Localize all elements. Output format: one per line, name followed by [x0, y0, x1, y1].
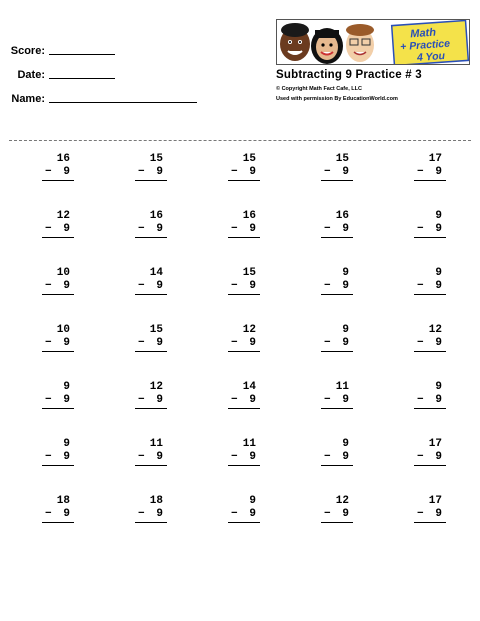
subtrahend: 9 [249, 223, 256, 235]
answer-line[interactable] [228, 180, 260, 181]
subtrahend: 9 [156, 394, 163, 406]
subtrahend: 9 [435, 337, 442, 349]
subtrahend: 9 [435, 166, 442, 178]
subtraction-problem [410, 495, 450, 535]
subtraction-problem [131, 381, 171, 421]
subtrahend: 9 [63, 223, 70, 235]
subtrahend: 9 [156, 508, 163, 520]
subtrahend: 9 [156, 280, 163, 292]
minus-sign: − [324, 508, 331, 520]
answer-line[interactable] [414, 408, 446, 409]
minuend: 16 [242, 210, 256, 222]
answer-line[interactable] [228, 522, 260, 523]
subtrahend: 9 [342, 337, 349, 349]
minus-sign: − [231, 280, 238, 292]
minus-sign: − [231, 394, 238, 406]
minuend: 12 [335, 495, 349, 507]
minuend: 17 [428, 438, 442, 450]
name-label: Name: [11, 93, 45, 105]
subtraction-problem [317, 495, 357, 535]
minus-sign: − [45, 508, 52, 520]
subtrahend: 9 [63, 508, 70, 520]
subtraction-problem [38, 438, 78, 478]
answer-line[interactable] [135, 180, 167, 181]
subtrahend: 9 [63, 451, 70, 463]
minus-sign: − [231, 451, 238, 463]
subtraction-problem [131, 153, 171, 193]
minuend: 16 [149, 210, 163, 222]
answer-line[interactable] [135, 465, 167, 466]
answer-line[interactable] [321, 465, 353, 466]
minus-sign: − [138, 451, 145, 463]
answer-line[interactable] [321, 522, 353, 523]
answer-line[interactable] [228, 408, 260, 409]
answer-line[interactable] [42, 351, 74, 352]
subtrahend: 9 [435, 280, 442, 292]
minus-sign: − [417, 337, 424, 349]
answer-line[interactable] [321, 180, 353, 181]
minuend: 16 [56, 153, 70, 165]
minus-sign: − [45, 337, 52, 349]
answer-line[interactable] [228, 294, 260, 295]
permission-text: Used with permission By EducationWorld.com [276, 96, 398, 102]
subtrahend: 9 [249, 394, 256, 406]
minus-sign: − [231, 337, 238, 349]
subtraction-problem [410, 153, 450, 193]
subtraction-problem [317, 438, 357, 478]
answer-line[interactable] [321, 351, 353, 352]
minus-sign: − [45, 280, 52, 292]
date-label: Date: [17, 69, 45, 81]
subtraction-problem [38, 267, 78, 307]
subtraction-problem [38, 381, 78, 421]
answer-line[interactable] [321, 294, 353, 295]
subtrahend: 9 [156, 337, 163, 349]
minuend: 9 [342, 438, 349, 450]
minuend: 9 [435, 267, 442, 279]
subtrahend: 9 [435, 451, 442, 463]
minuend: 18 [149, 495, 163, 507]
answer-line[interactable] [135, 237, 167, 238]
minus-sign: − [138, 337, 145, 349]
subtrahend: 9 [63, 166, 70, 178]
answer-line[interactable] [414, 237, 446, 238]
minus-sign: − [417, 451, 424, 463]
minuend: 12 [242, 324, 256, 336]
subtrahend: 9 [342, 280, 349, 292]
minus-sign: − [45, 451, 52, 463]
minus-sign: − [138, 394, 145, 406]
logo-text-practice: + Practice [399, 37, 451, 54]
subtraction-problem [131, 324, 171, 364]
minuend: 10 [56, 324, 70, 336]
minus-sign: − [417, 508, 424, 520]
subtraction-problem [317, 267, 357, 307]
minus-sign: − [138, 166, 145, 178]
answer-line[interactable] [228, 351, 260, 352]
minus-sign: − [324, 451, 331, 463]
minus-sign: − [324, 223, 331, 235]
answer-line[interactable] [135, 294, 167, 295]
minuend: 12 [428, 324, 442, 336]
subtrahend: 9 [342, 451, 349, 463]
minus-sign: − [138, 223, 145, 235]
minuend: 9 [342, 324, 349, 336]
subtraction-problem [410, 438, 450, 478]
logo-text-math: Math [409, 26, 437, 41]
minus-sign: − [417, 394, 424, 406]
answer-line[interactable] [414, 180, 446, 181]
subtraction-problem [131, 210, 171, 250]
minus-sign: − [417, 166, 424, 178]
subtraction-problem [224, 267, 264, 307]
minus-sign: − [45, 223, 52, 235]
minuend: 9 [63, 381, 70, 393]
subtrahend: 9 [63, 280, 70, 292]
score-label: Score: [10, 45, 45, 57]
minuend: 16 [335, 210, 349, 222]
subtrahend: 9 [249, 508, 256, 520]
subtraction-problem [131, 438, 171, 478]
answer-line[interactable] [42, 465, 74, 466]
subtrahend: 9 [342, 508, 349, 520]
answer-line[interactable] [42, 180, 74, 181]
minus-sign: − [324, 280, 331, 292]
subtrahend: 9 [156, 451, 163, 463]
minuend: 14 [242, 381, 256, 393]
subtraction-problem [131, 267, 171, 307]
subtrahend: 9 [156, 166, 163, 178]
minuend: 17 [428, 495, 442, 507]
minus-sign: − [138, 280, 145, 292]
minuend: 15 [335, 153, 349, 165]
minuend: 9 [63, 438, 70, 450]
minus-sign: − [417, 280, 424, 292]
answer-line[interactable] [135, 408, 167, 409]
logo-text-4you: 4 You [416, 50, 446, 64]
minus-sign: − [231, 223, 238, 235]
answer-line[interactable] [42, 522, 74, 523]
minuend: 17 [428, 153, 442, 165]
minuend: 9 [435, 210, 442, 222]
minuend: 15 [149, 324, 163, 336]
subtraction-problem [317, 210, 357, 250]
subtrahend: 9 [249, 337, 256, 349]
copyright-text: © Copyright Math Fact Cafe, LLC [276, 86, 362, 92]
minus-sign: − [45, 394, 52, 406]
minuend: 12 [149, 381, 163, 393]
answer-line[interactable] [321, 237, 353, 238]
subtraction-problem [317, 381, 357, 421]
subtraction-problem [410, 267, 450, 307]
answer-line[interactable] [321, 408, 353, 409]
minus-sign: − [45, 166, 52, 178]
minuend: 9 [342, 267, 349, 279]
subtraction-problem [224, 381, 264, 421]
subtraction-problem [38, 495, 78, 535]
minuend: 9 [435, 381, 442, 393]
subtraction-problem [410, 381, 450, 421]
minus-sign: − [231, 508, 238, 520]
subtraction-problem [410, 324, 450, 364]
answer-line[interactable] [414, 522, 446, 523]
subtrahend: 9 [249, 166, 256, 178]
answer-line[interactable] [42, 294, 74, 295]
answer-line[interactable] [42, 408, 74, 409]
subtraction-problem [38, 153, 78, 193]
subtrahend: 9 [435, 508, 442, 520]
minuend: 11 [242, 438, 256, 450]
subtraction-problem [131, 495, 171, 535]
answer-line[interactable] [42, 237, 74, 238]
subtraction-problem [38, 210, 78, 250]
subtraction-problem [224, 495, 264, 535]
subtrahend: 9 [249, 451, 256, 463]
answer-line[interactable] [414, 294, 446, 295]
minuend: 18 [56, 495, 70, 507]
minus-sign: − [324, 394, 331, 406]
subtraction-problem [224, 210, 264, 250]
subtrahend: 9 [435, 394, 442, 406]
minus-sign: − [231, 166, 238, 178]
answer-line[interactable] [135, 522, 167, 523]
minuend: 12 [56, 210, 70, 222]
answer-line[interactable] [414, 465, 446, 466]
worksheet-title: Subtracting 9 Practice # 3 [276, 69, 422, 81]
answer-line[interactable] [414, 351, 446, 352]
subtraction-problem [317, 153, 357, 193]
answer-line[interactable] [228, 465, 260, 466]
answer-line[interactable] [228, 237, 260, 238]
subtrahend: 9 [342, 166, 349, 178]
answer-line[interactable] [135, 351, 167, 352]
subtraction-problem [317, 324, 357, 364]
minus-sign: − [138, 508, 145, 520]
subtrahend: 9 [63, 394, 70, 406]
minus-sign: − [324, 166, 331, 178]
subtraction-problem [224, 153, 264, 193]
subtrahend: 9 [249, 280, 256, 292]
subtraction-problem [224, 324, 264, 364]
minus-sign: − [324, 337, 331, 349]
minuend: 14 [149, 267, 163, 279]
minuend: 11 [335, 381, 349, 393]
subtrahend: 9 [435, 223, 442, 235]
minuend: 11 [149, 438, 163, 450]
subtraction-problem [224, 438, 264, 478]
subtrahend: 9 [342, 394, 349, 406]
minuend: 15 [149, 153, 163, 165]
subtraction-problem [38, 324, 78, 364]
subtrahend: 9 [342, 223, 349, 235]
subtrahend: 9 [156, 223, 163, 235]
minuend: 15 [242, 267, 256, 279]
subtrahend: 9 [63, 337, 70, 349]
subtraction-problem [410, 210, 450, 250]
minuend: 9 [249, 495, 256, 507]
minus-sign: − [417, 223, 424, 235]
minuend: 10 [56, 267, 70, 279]
minuend: 15 [242, 153, 256, 165]
